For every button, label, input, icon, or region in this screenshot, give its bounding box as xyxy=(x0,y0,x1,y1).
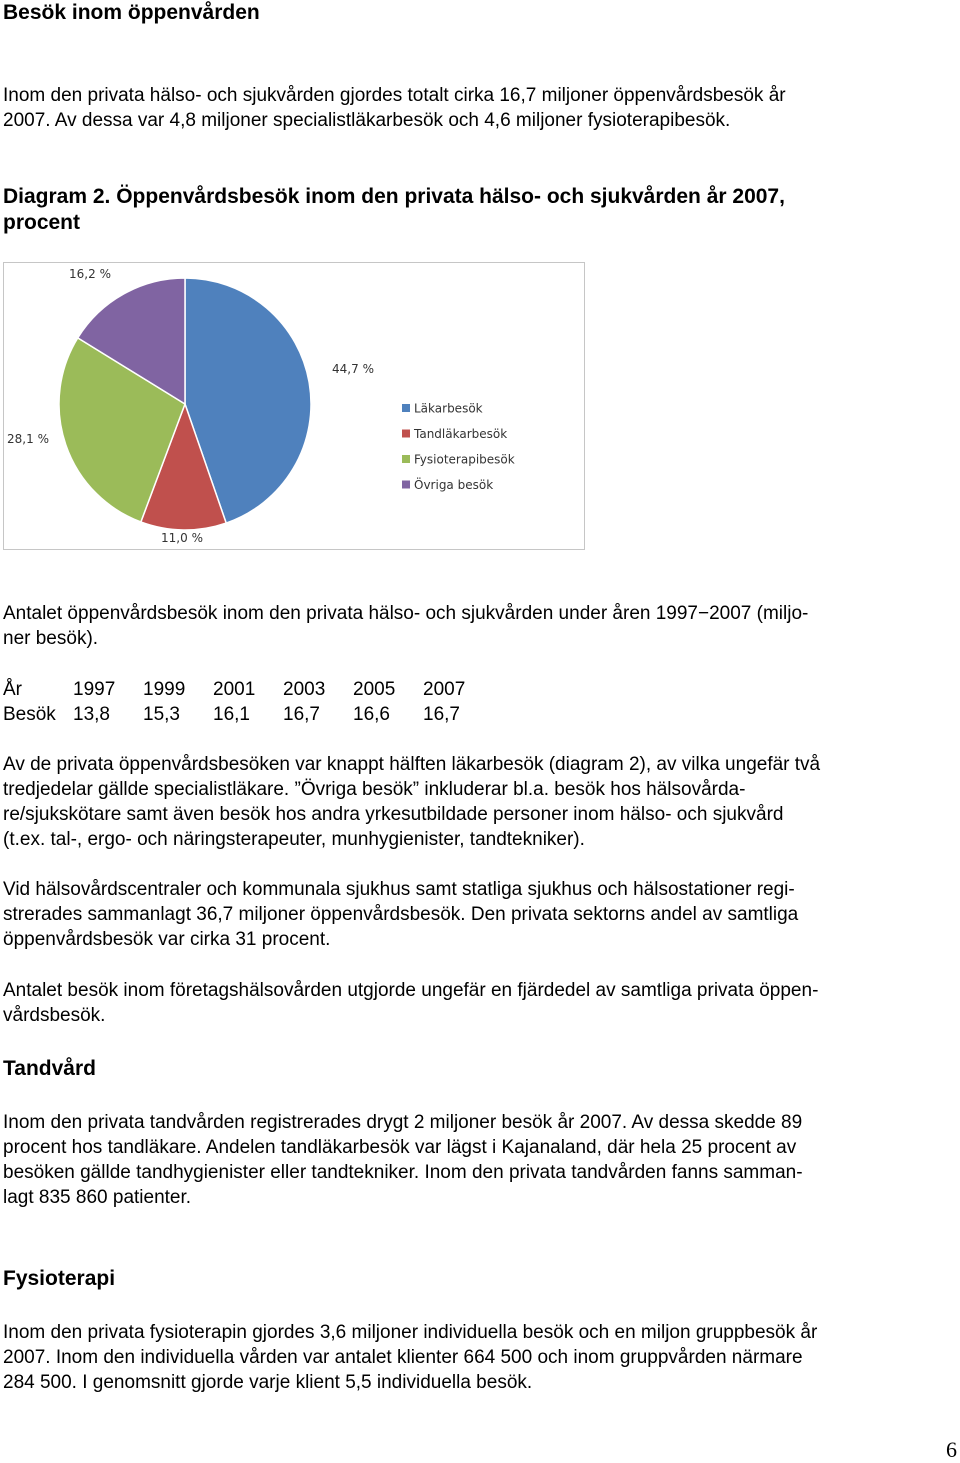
section-heading-tandvard: Tandvård xyxy=(3,1057,96,1080)
text-line: besöken gällde tandhygienister eller tandtekniker. Inom den privata tandvården fanns samman- xyxy=(3,1162,803,1183)
legend-entry: Tandläkarbesök xyxy=(414,427,508,441)
data-label: 44,7 % xyxy=(332,362,374,376)
pie-chart-svg xyxy=(4,263,584,549)
caption-line: Diagram 2. Öppenvårdsbesök inom den privata hälso- och sjukvården år 2007, xyxy=(3,185,785,208)
paragraph-physiotherapy xyxy=(3,1320,944,1395)
text-line: ner besök). xyxy=(3,628,99,649)
text-line: strerades sammanlagt 36,7 miljoner öppenvårdsbesök. Den privata sektorns andel av samtliga xyxy=(3,904,799,925)
table-cell: 15,3 xyxy=(143,704,180,725)
legend-swatch xyxy=(402,430,410,438)
paragraph-occupational-health xyxy=(3,978,944,1028)
text-line: Antalet öppenvårdsbesök inom den privata hälso- och sjukvården under åren 1997−2007 (miljo- xyxy=(3,603,809,624)
legend-entry: Läkarbesök xyxy=(414,401,483,416)
data-label: 16,2 % xyxy=(69,267,111,281)
intro-paragraph xyxy=(3,83,944,133)
page-number: 6 xyxy=(946,1437,957,1462)
table-cell: 1997 xyxy=(73,679,116,700)
pie-chart xyxy=(3,262,585,550)
paragraph-public-sector xyxy=(3,877,944,952)
data-label: 28,1 % xyxy=(7,432,49,446)
table-cell: 13,8 xyxy=(73,704,110,725)
text-line: 284 500. I genomsnitt gjorde varje klient 5,5 individuella besök. xyxy=(3,1372,533,1393)
text-line: Av de privata öppenvårdsbesöken var knappt hälften läkarbesök (diagram 2), av vilka ungefär två xyxy=(3,754,821,775)
table-intro xyxy=(3,601,944,651)
diagram-caption xyxy=(3,184,944,236)
table-cell: År xyxy=(3,679,22,700)
table-cell: Besök xyxy=(3,704,56,725)
table-cell: 16,1 xyxy=(213,704,250,725)
table-cell: 2003 xyxy=(283,679,326,700)
legend-entry: Övriga besök xyxy=(414,478,494,492)
legend-swatch xyxy=(402,481,410,489)
text-line: lagt 835 860 patienter. xyxy=(3,1187,192,1208)
section-heading-besok: Besök inom öppenvården xyxy=(3,1,260,24)
paragraph-dental xyxy=(3,1110,944,1210)
table-cell: 2001 xyxy=(213,679,256,700)
table-cell: 16,7 xyxy=(423,704,460,725)
legend-entry: Fysioterapibesök xyxy=(414,452,515,467)
table-cell: 16,7 xyxy=(283,704,320,725)
text-line: vårdsbesök. xyxy=(3,1005,106,1026)
text-line: 2007. Inom den individuella vården var antalet klienter 664 500 och inom gruppvården närmare xyxy=(3,1347,803,1368)
table-cell: 2007 xyxy=(423,679,466,700)
visits-table xyxy=(3,677,503,727)
table-row xyxy=(3,677,503,702)
table-cell: 2005 xyxy=(353,679,396,700)
table-row xyxy=(3,702,503,727)
text-line: tredjedelar gällde specialistläkare. ”Övriga besök” inkluderar bl.a. besök hos hälsovårda- xyxy=(3,779,746,800)
text-line: (t.ex. tal-, ergo- och näringsterapeuter, munhygienister, tandtekniker). xyxy=(3,829,585,850)
text-line: Inom den privata hälso- och sjukvården gjordes totalt cirka 16,7 miljoner öppenvårdsbesök år xyxy=(3,85,786,106)
section-heading-fysioterapi: Fysioterapi xyxy=(3,1267,116,1290)
text-line: 2007. Av dessa var 4,8 miljoner specialistläkarbesök och 4,6 miljoner fysioterapibesök. xyxy=(3,110,731,131)
text-line: procent hos tandläkare. Andelen tandläkarbesök var lägst i Kajanaland, där hela 25 procent av xyxy=(3,1137,797,1158)
text-line: Antalet besök inom företagshälsovården utgjorde ungefär en fjärdedel av samtliga privata öppen- xyxy=(3,980,819,1001)
text-line: Inom den privata tandvården registrerades drygt 2 miljoner besök år 2007. Av dessa skedde 89 xyxy=(3,1112,803,1133)
legend-swatch xyxy=(402,404,410,412)
caption-line: procent xyxy=(3,211,81,234)
data-label: 11,0 % xyxy=(161,531,203,545)
text-line: re/sjukskötare samt även besök hos andra yrkesutbildade personer inom hälso- och sjukvård xyxy=(3,804,784,825)
paragraph-visits-breakdown xyxy=(3,752,944,852)
text-line: Inom den privata fysioterapin gjordes 3,6 miljoner individuella besök och en miljon gruppbesök år xyxy=(3,1322,818,1343)
text-line: Vid hälsovårdscentraler och kommunala sjukhus samt statliga sjukhus och hälsostationer regi- xyxy=(3,879,795,900)
legend-swatch xyxy=(402,455,410,463)
table-cell: 1999 xyxy=(143,679,186,700)
text-line: öppenvårdsbesök var cirka 31 procent. xyxy=(3,929,331,950)
table-cell: 16,6 xyxy=(353,704,390,725)
